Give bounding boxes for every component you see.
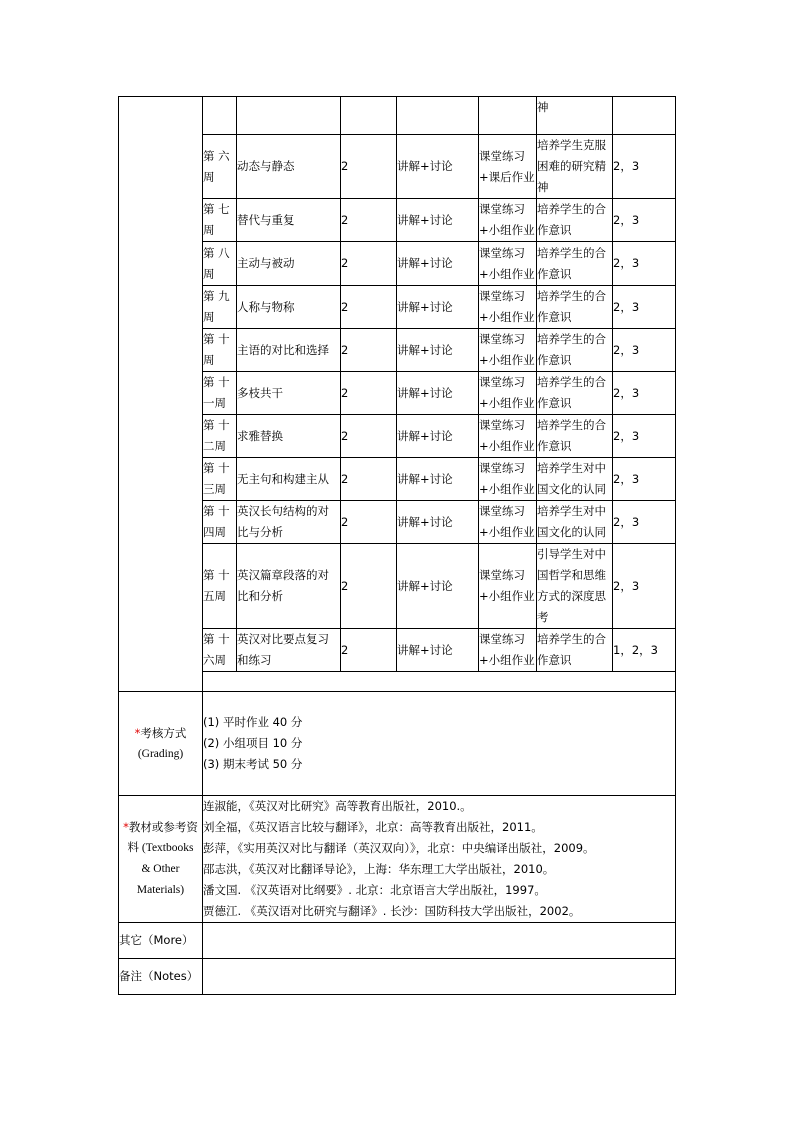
homework-cell: 课堂练习+小组作业: [479, 629, 537, 672]
week-cell: 第 十六周: [203, 629, 237, 672]
other-content: [203, 923, 676, 959]
hours-cell: 2: [341, 415, 397, 458]
outcomes-cell: 2，3: [613, 415, 676, 458]
reference-item: 连淑能，《英汉对比研究》高等教育出版社，2010.。: [203, 799, 472, 813]
outcomes-cell: 2，3: [613, 544, 676, 629]
hours-cell: 2: [341, 329, 397, 372]
other-label: 其它（More）: [119, 923, 203, 959]
reference-item: 潘文国. 《汉英语对比纲要》. 北京：北京语言大学出版社，1997。: [203, 883, 546, 897]
materials-label: *教材或参考资 料 (Textbooks & Other Materials): [119, 796, 203, 923]
topic-cell: 动态与静态: [237, 135, 341, 199]
topic-cell: 多枝共干: [237, 372, 341, 415]
homework-cell: 课堂练习+小组作业: [479, 415, 537, 458]
topic-cell: 英汉篇章段落的对比和分析: [237, 544, 341, 629]
table-row: [119, 242, 676, 286]
goal-cell: 培养学生的合作意识: [537, 372, 613, 415]
hours-cell: 2: [341, 242, 397, 286]
outcomes-cell: 2，3: [613, 242, 676, 286]
notes-content: [203, 959, 676, 995]
topic-cell: 求雅替换: [237, 415, 341, 458]
grading-row: [119, 692, 676, 796]
hours-cell: 2: [341, 629, 397, 672]
empty-cell: [203, 672, 676, 692]
week-cell: 第 八周: [203, 242, 237, 286]
goal-cell: 培养学生的合作意识: [537, 286, 613, 329]
table-row: [119, 629, 676, 672]
other-row: [119, 923, 676, 959]
left-merged-cell: [119, 97, 203, 692]
outcomes-cell: 2，3: [613, 372, 676, 415]
goal-cell: 培养学生的合作意识: [537, 329, 613, 372]
outcomes-cell: 2，3: [613, 501, 676, 544]
method-cell: 讲解+讨论: [397, 199, 479, 242]
outcomes-cell: 2，3: [613, 199, 676, 242]
method-cell: 讲解+讨论: [397, 629, 479, 672]
table-row: [119, 458, 676, 501]
grading-item: (3) 期末考试 50 分: [203, 757, 303, 771]
homework-cell: 课堂练习+小组作业: [479, 458, 537, 501]
materials-content: [203, 796, 676, 923]
reference-item: 彭萍，《实用英汉对比与翻译（英汉双向）》，北京：中央编译出版社，2009。: [203, 841, 595, 855]
hours-cell: 2: [341, 544, 397, 629]
week-cell: 第 六周: [203, 135, 237, 199]
goal-cell: 培养学生克服困难的研究精神: [537, 135, 613, 199]
goal-cell: 培养学生的合作意识: [537, 415, 613, 458]
goal-cell: 培养学生的合作意识: [537, 629, 613, 672]
hours-cell: 2: [341, 135, 397, 199]
table-row: [119, 286, 676, 329]
grading-label: *考核方式 (Grading): [119, 692, 203, 796]
hours-cell: [341, 97, 397, 135]
notes-label: 备注（Notes）: [119, 959, 203, 995]
topic-cell: 主语的对比和选择: [237, 329, 341, 372]
materials-row: [119, 796, 676, 923]
goal-cell: 神: [537, 97, 613, 135]
table-row: [119, 329, 676, 372]
method-cell: 讲解+讨论: [397, 329, 479, 372]
homework-cell: 课堂练习+小组作业: [479, 199, 537, 242]
method-cell: 讲解+讨论: [397, 501, 479, 544]
method-cell: 讲解+讨论: [397, 286, 479, 329]
goal-cell: 培养学生对中国文化的认同: [537, 501, 613, 544]
course-syllabus-table: [118, 96, 676, 995]
homework-cell: 课堂练习+小组作业: [479, 242, 537, 286]
week-cell: 第 十四周: [203, 501, 237, 544]
table-row: [119, 501, 676, 544]
hours-cell: 2: [341, 458, 397, 501]
outcomes-cell: 2，3: [613, 458, 676, 501]
grading-item: (2) 小组项目 10 分: [203, 736, 303, 750]
reference-item: 贾德江. 《英汉语对比研究与翻译》. 长沙：国防科技大学出版社，2002。: [203, 904, 581, 918]
outcomes-cell: 2，3: [613, 329, 676, 372]
reference-item: 刘全福，《英汉语言比较与翻译》，北京：高等教育出版社，2011。: [203, 820, 543, 834]
table-row: [119, 372, 676, 415]
topic-cell: 主动与被动: [237, 242, 341, 286]
topic-cell: 英汉对比要点复习和练习: [237, 629, 341, 672]
method-cell: 讲解+讨论: [397, 415, 479, 458]
table-row: [119, 415, 676, 458]
hours-cell: 2: [341, 372, 397, 415]
week-cell: 第 十一周: [203, 372, 237, 415]
week-cell: 第 十三周: [203, 458, 237, 501]
required-star: *: [134, 725, 141, 740]
week-cell: 第 十五周: [203, 544, 237, 629]
hours-cell: 2: [341, 199, 397, 242]
method-cell: 讲解+讨论: [397, 242, 479, 286]
topic-cell: 人称与物称: [237, 286, 341, 329]
goal-cell: 培养学生的合作意识: [537, 199, 613, 242]
method-cell: [397, 97, 479, 135]
topic-cell: 英汉长句结构的对比与分析: [237, 501, 341, 544]
outcomes-cell: 2，3: [613, 286, 676, 329]
goal-cell: 培养学生的合作意识: [537, 242, 613, 286]
week-cell: 第 九周: [203, 286, 237, 329]
topic-cell: 替代与重复: [237, 199, 341, 242]
homework-cell: 课堂练习+小组作业: [479, 544, 537, 629]
grading-content: [203, 692, 676, 796]
table-row: [119, 135, 676, 199]
method-cell: 讲解+讨论: [397, 372, 479, 415]
homework-cell: 课堂练习+小组作业: [479, 329, 537, 372]
grading-item: (1) 平时作业 40 分: [203, 715, 303, 729]
method-cell: 讲解+讨论: [397, 544, 479, 629]
topic-cell: 无主句和构建主从: [237, 458, 341, 501]
homework-cell: 课堂练习+课后作业: [479, 135, 537, 199]
method-cell: 讲解+讨论: [397, 135, 479, 199]
week-cell: 第 十二周: [203, 415, 237, 458]
hours-cell: 2: [341, 501, 397, 544]
table-row: [119, 97, 676, 135]
outcomes-cell: 1，2，3: [613, 629, 676, 672]
goal-cell: 引导学生对中国哲学和思维方式的深度思考: [537, 544, 613, 629]
empty-row: [119, 672, 676, 692]
method-cell: 讲解+讨论: [397, 458, 479, 501]
goal-cell: 培养学生对中国文化的认同: [537, 458, 613, 501]
topic-cell: [237, 97, 341, 135]
outcomes-cell: 2，3: [613, 135, 676, 199]
homework-cell: 课堂练习+小组作业: [479, 372, 537, 415]
table-row: [119, 544, 676, 629]
week-cell: 第 十周: [203, 329, 237, 372]
homework-cell: 课堂练习+小组作业: [479, 286, 537, 329]
reference-item: 邵志洪，《英汉对比翻译导论》，上海：华东理工大学出版社，2010。: [203, 862, 555, 876]
week-cell: 第 七周: [203, 199, 237, 242]
table-row: [119, 199, 676, 242]
hours-cell: 2: [341, 286, 397, 329]
week-cell: [203, 97, 237, 135]
homework-cell: 课堂练习+小组作业: [479, 501, 537, 544]
notes-row: [119, 959, 676, 995]
homework-cell: [479, 97, 537, 135]
outcomes-cell: [613, 97, 676, 135]
required-star: *: [123, 820, 129, 834]
